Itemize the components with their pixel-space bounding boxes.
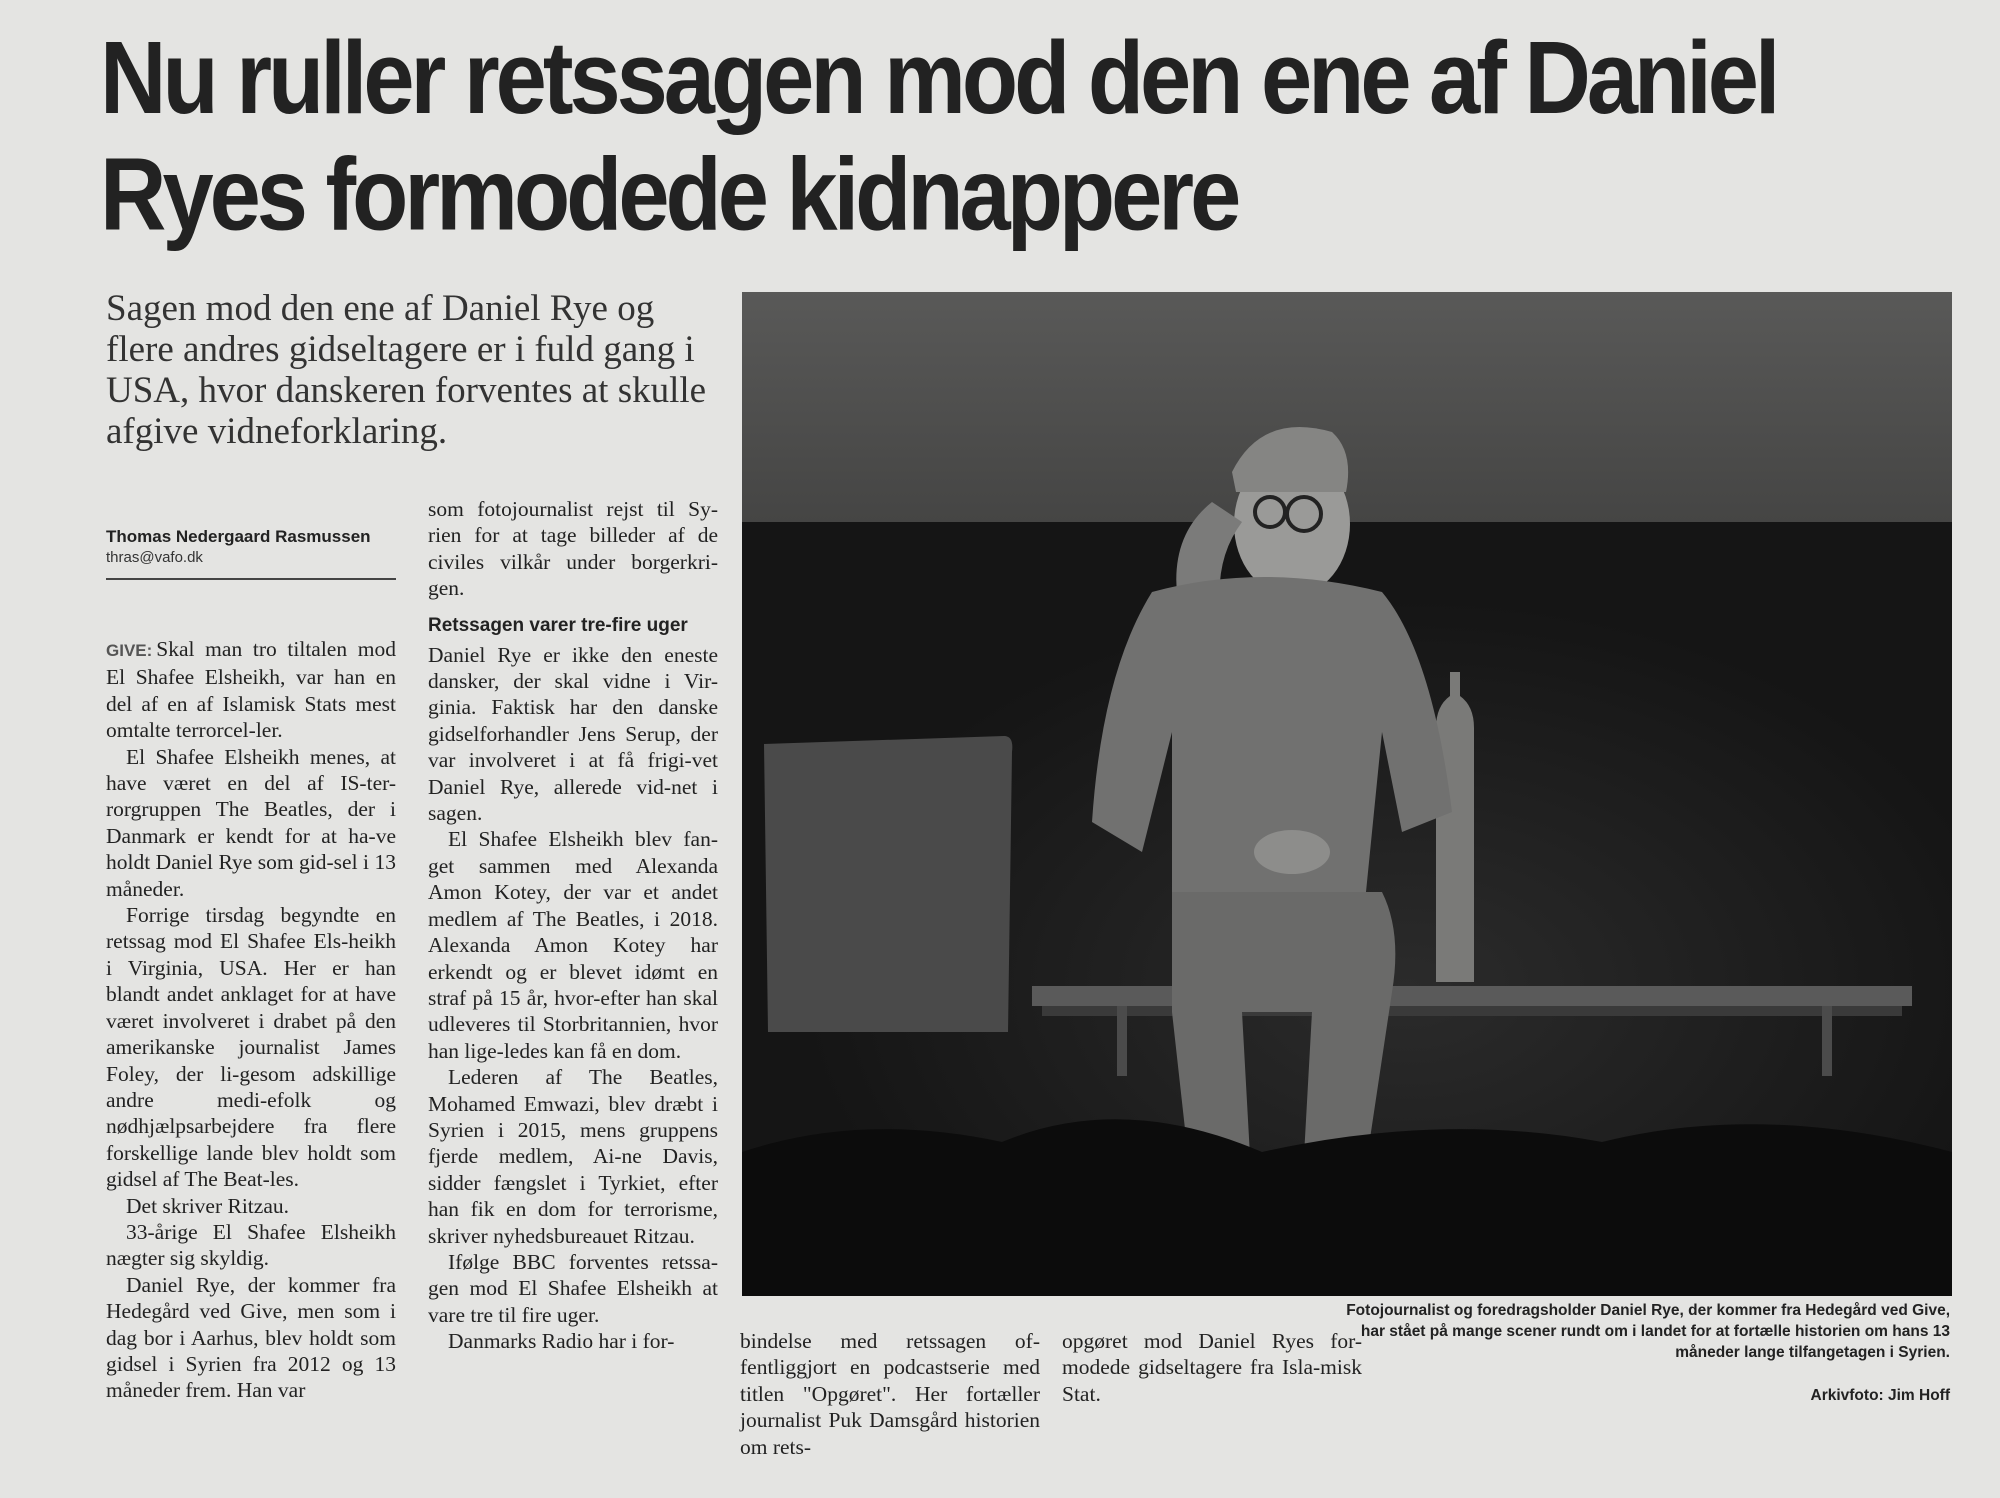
body-paragraph: Daniel Rye, der kommer fra Hedegård ved Give, men som i dag bor i Aarhus, blev holdt som gidsel i Syrien fra 2012 og 13 måneder frem. Han var (106, 1272, 396, 1403)
body-column-2 (428, 496, 718, 1355)
body-paragraph: El Shafee Elsheikh blev fan-get sammen med Alexanda Amon Kotey, der var et andet medlem af The Beatles, i 2018. Alexanda Amon Kotey har erkendt og er blevet idømt en straf på 15 år, hvor-efter han skal udleveres til Storbritannien, hvor han lige-ledes kan få en dom. (428, 827, 718, 1063)
body-paragraph: Det skriver Ritzau. (126, 1193, 289, 1218)
photo-credit: Arkivfoto: Jim Hoff (1810, 1387, 1950, 1404)
byline (106, 526, 396, 568)
lead-paragraph: Sagen mod den ene af Daniel Rye og flere andres gidseltagere er i fuld gang i USA, hvor danskeren forventes at skulle afgive vidneforklaring. (106, 288, 707, 452)
photo-illustration (742, 292, 1952, 1296)
body-paragraph: opgøret mod Daniel Ryes for-modede gidseltagere fra Isla-misk Stat. (1062, 1329, 1362, 1406)
photo-caption: Fotojournalist og foredragsholder Daniel Rye, der kommer fra Hedegård ved Give, har stået på mange scener rundt om i landet for at fortælle historien om hans 13 måneder lange tilfangetagen i Syrien. (1346, 1302, 1950, 1361)
article-photo (742, 292, 1952, 1296)
body-paragraph: 33-årige El Shafee Elsheikh nægter sig skyldig. (106, 1219, 396, 1271)
body-paragraph: Danmarks Radio har i for- (448, 1329, 675, 1354)
body-paragraph: Lederen af The Beatles, Mohamed Emwazi, blev dræbt i Syrien i 2015, mens gruppens fjerde medlem, Ai-ne Davis, sidder fængslet i Tyrkiet, efter han fik en dom for terrorisme, skriver nyhedsbureauet Ritzau. (428, 1065, 718, 1248)
body-paragraph: El Shafee Elsheikh menes, at have været en del af IS-ter-rorgruppen The Beatles, der i Danmark er kendt for at ha-ve holdt Daniel Rye som gid-sel i 13 måneder. (106, 744, 396, 901)
body-paragraph: Ifølge BBC forventes retssa-gen mod El Shafee Elsheikh at vare tre til fire uger. (428, 1249, 718, 1327)
dateline: GIVE: (106, 641, 153, 660)
paragraph-text: Skal man tro tiltalen mod El Shafee Elsheikh, var han en del af en af Islamisk Stats mest omtalte terrorcel-ler. (106, 637, 396, 743)
body-paragraph: som fotojournalist rejst til Sy-rien for at tage billeder af de civiles vilkår under borgerkri-gen. (428, 497, 718, 601)
headline: Nu ruller retssagen mod den ene af Daniel Ryes formodede kidnappere (100, 21, 1777, 252)
body-paragraph: bindelse med retssagen of-fentliggjort en podcastserie med titlen "Opgøret". Her fortæller journalist Puk Damsgård historien om rets- (740, 1329, 1040, 1459)
body-paragraph: Forrige tirsdag begyndte en retssag mod El Shafee Els-heikh i Virginia, USA. Her er han blandt andet anklaget for at have været involveret i drabet på den amerikanske journalist James Foley, der li-gesom adskillige andre medi-efolk og nødhjælpsarbejdere fra flere forskellige lande blev holdt som gidsel af The Beat-les. (106, 903, 396, 1192)
byline-divider (106, 578, 396, 580)
subheading: Retssagen varer tre-fire uger (428, 614, 688, 636)
author-email: thras@vafo.dk (106, 549, 203, 566)
body-paragraph: Daniel Rye er ikke den eneste dansker, der skal vidne i Vir-ginia. Faktisk har den danske gidselforhandler Jens Serup, der var involveret i at få frigi-vet Daniel Rye, allerede vid-net i sagen. (428, 642, 718, 826)
author-name: Thomas Nedergaard Rasmussen (106, 527, 371, 546)
body-column-1 (106, 636, 396, 1404)
body-paragraph (106, 636, 396, 744)
body-column-3 (740, 1328, 1040, 1460)
body-column-4 (1062, 1328, 1362, 1407)
